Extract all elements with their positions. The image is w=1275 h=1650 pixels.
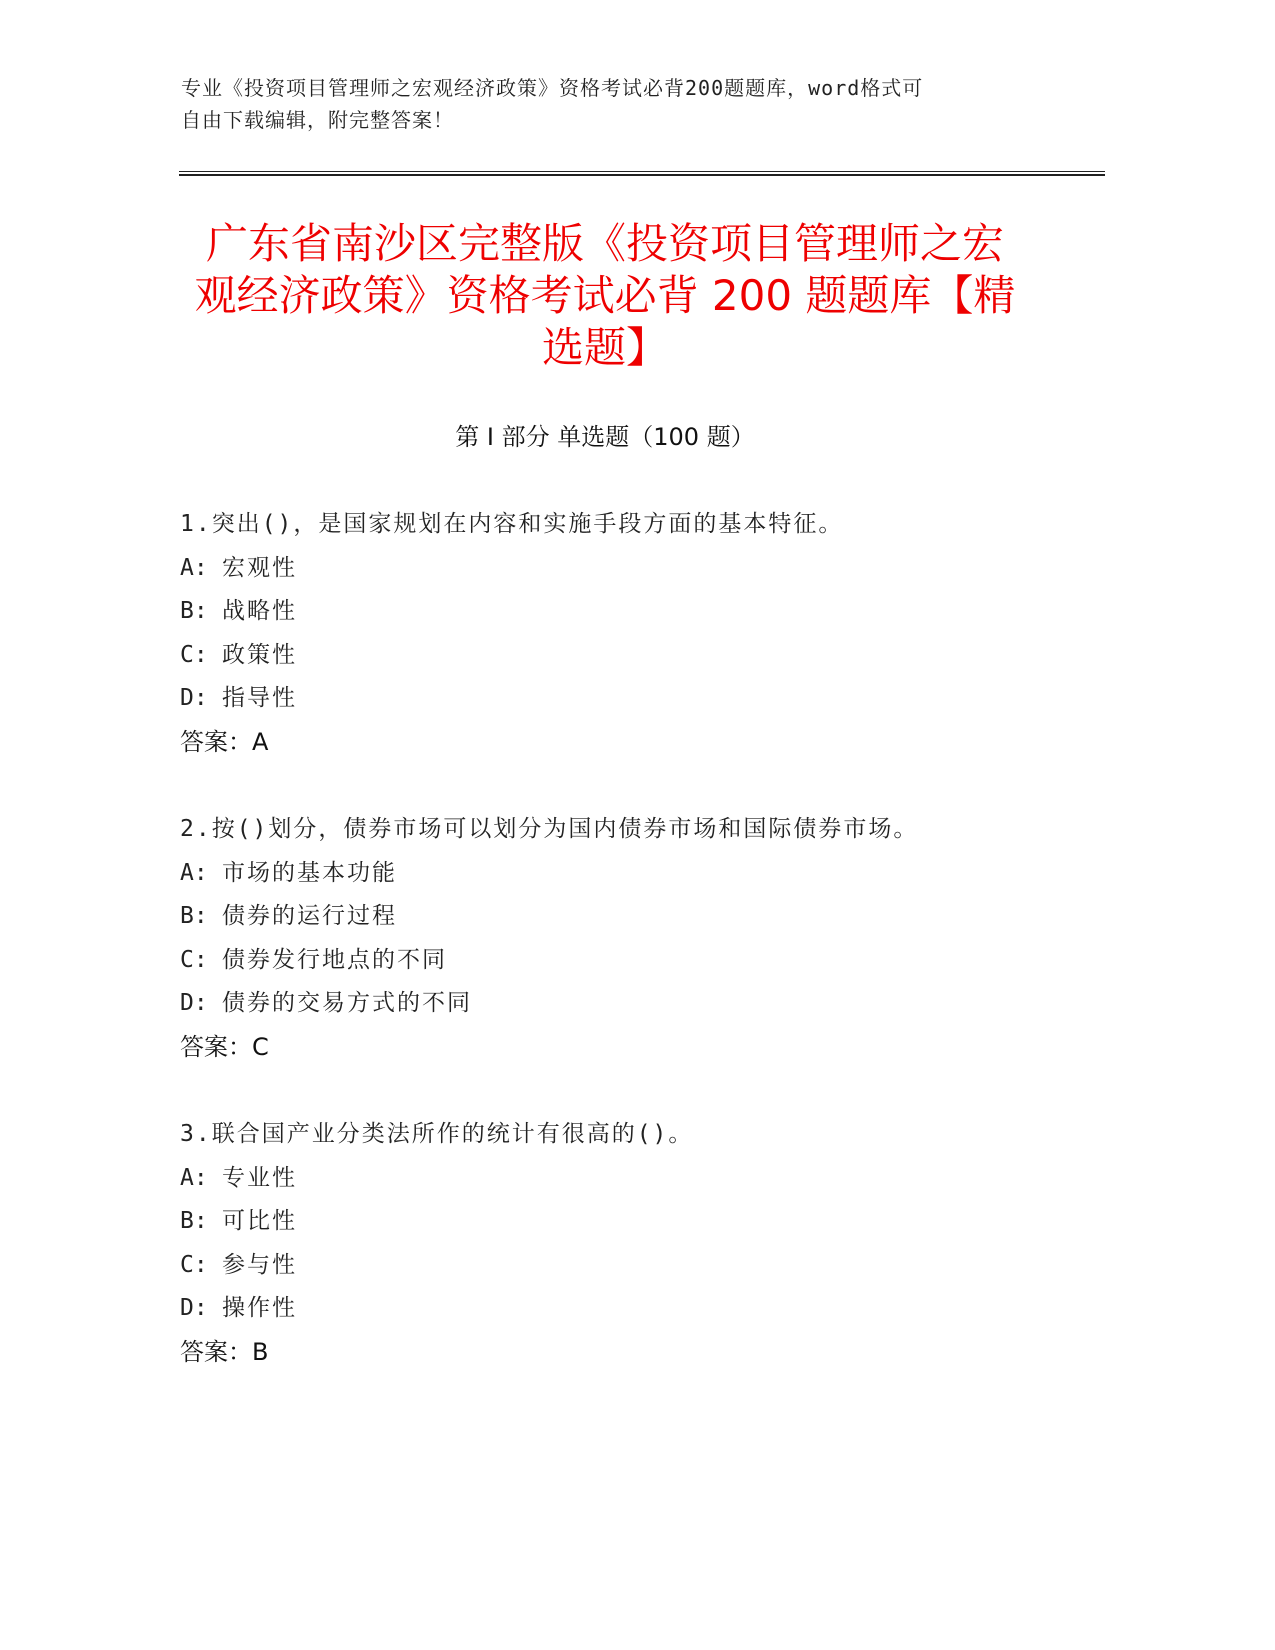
option-letter: B: bbox=[180, 1208, 208, 1234]
option-letter: A: bbox=[180, 554, 208, 581]
option-letter: B: bbox=[180, 903, 208, 929]
option-text: 债券的运行过程 bbox=[222, 903, 397, 929]
document-title-line-1: 广东省南沙区完整版《投资项目管理师之宏 bbox=[205, 219, 1004, 268]
option-d bbox=[180, 677, 1080, 721]
option-text: 专业性 bbox=[222, 1164, 297, 1191]
header-note-line-2: 自由下载编辑，附完整答案！ bbox=[181, 108, 454, 132]
option-letter: C: bbox=[180, 641, 208, 668]
question-stem: 3.联合国产业分类法所作的统计有很高的()。 bbox=[180, 1121, 694, 1147]
question-3 bbox=[180, 1113, 1080, 1374]
option-text: 宏观性 bbox=[222, 554, 297, 581]
question-2 bbox=[180, 808, 1080, 1069]
option-text: 操作性 bbox=[222, 1295, 297, 1321]
option-text: 债券的交易方式的不同 bbox=[222, 990, 472, 1016]
option-letter: C: bbox=[180, 946, 208, 973]
question-1 bbox=[180, 503, 1080, 764]
section-heading: 第 I 部分 单选题（100 题） bbox=[455, 423, 755, 451]
option-a bbox=[180, 547, 1080, 591]
option-text: 战略性 bbox=[222, 598, 297, 624]
option-letter: A: bbox=[180, 1164, 208, 1191]
option-text: 债券发行地点的不同 bbox=[222, 946, 447, 973]
option-d bbox=[180, 982, 1080, 1026]
option-text: 市场的基本功能 bbox=[222, 859, 397, 886]
answer: 答案：B bbox=[180, 1337, 269, 1366]
document-title bbox=[180, 218, 1030, 374]
option-c bbox=[180, 634, 1080, 678]
option-a bbox=[180, 1157, 1080, 1201]
question-stem: 2.按()划分，债券市场可以划分为国内债券市场和国际债券市场。 bbox=[180, 816, 919, 842]
option-text: 指导性 bbox=[222, 685, 297, 711]
answer: 答案：C bbox=[180, 1032, 269, 1061]
option-letter: D: bbox=[180, 990, 208, 1016]
option-text: 政策性 bbox=[222, 641, 297, 668]
header-note-line-1: 专业《投资项目管理师之宏观经济政策》资格考试必背200题题库，word格式可 bbox=[181, 76, 924, 100]
answer: 答案：A bbox=[180, 727, 269, 756]
option-b bbox=[180, 1200, 1080, 1244]
option-letter: B: bbox=[180, 598, 208, 624]
document-title-line-2: 观经济政策》资格考试必背 200 题题库【精 bbox=[194, 271, 1016, 320]
question-stem: 1.突出()，是国家规划在内容和实施手段方面的基本特征。 bbox=[180, 511, 844, 537]
option-c bbox=[180, 1244, 1080, 1288]
option-b bbox=[180, 590, 1080, 634]
option-text: 参与性 bbox=[222, 1251, 297, 1278]
option-text: 可比性 bbox=[222, 1208, 297, 1234]
option-c bbox=[180, 939, 1080, 983]
document-title-line-3: 选题】 bbox=[541, 323, 668, 372]
option-letter: D: bbox=[180, 1295, 208, 1321]
option-b bbox=[180, 895, 1080, 939]
option-letter: D: bbox=[180, 685, 208, 711]
header-divider-thick bbox=[179, 174, 1105, 176]
option-a bbox=[180, 852, 1080, 896]
option-letter: A: bbox=[180, 859, 208, 886]
header-note bbox=[181, 72, 1041, 136]
option-d bbox=[180, 1287, 1080, 1331]
header-divider-thin bbox=[179, 171, 1105, 172]
option-letter: C: bbox=[180, 1251, 208, 1278]
